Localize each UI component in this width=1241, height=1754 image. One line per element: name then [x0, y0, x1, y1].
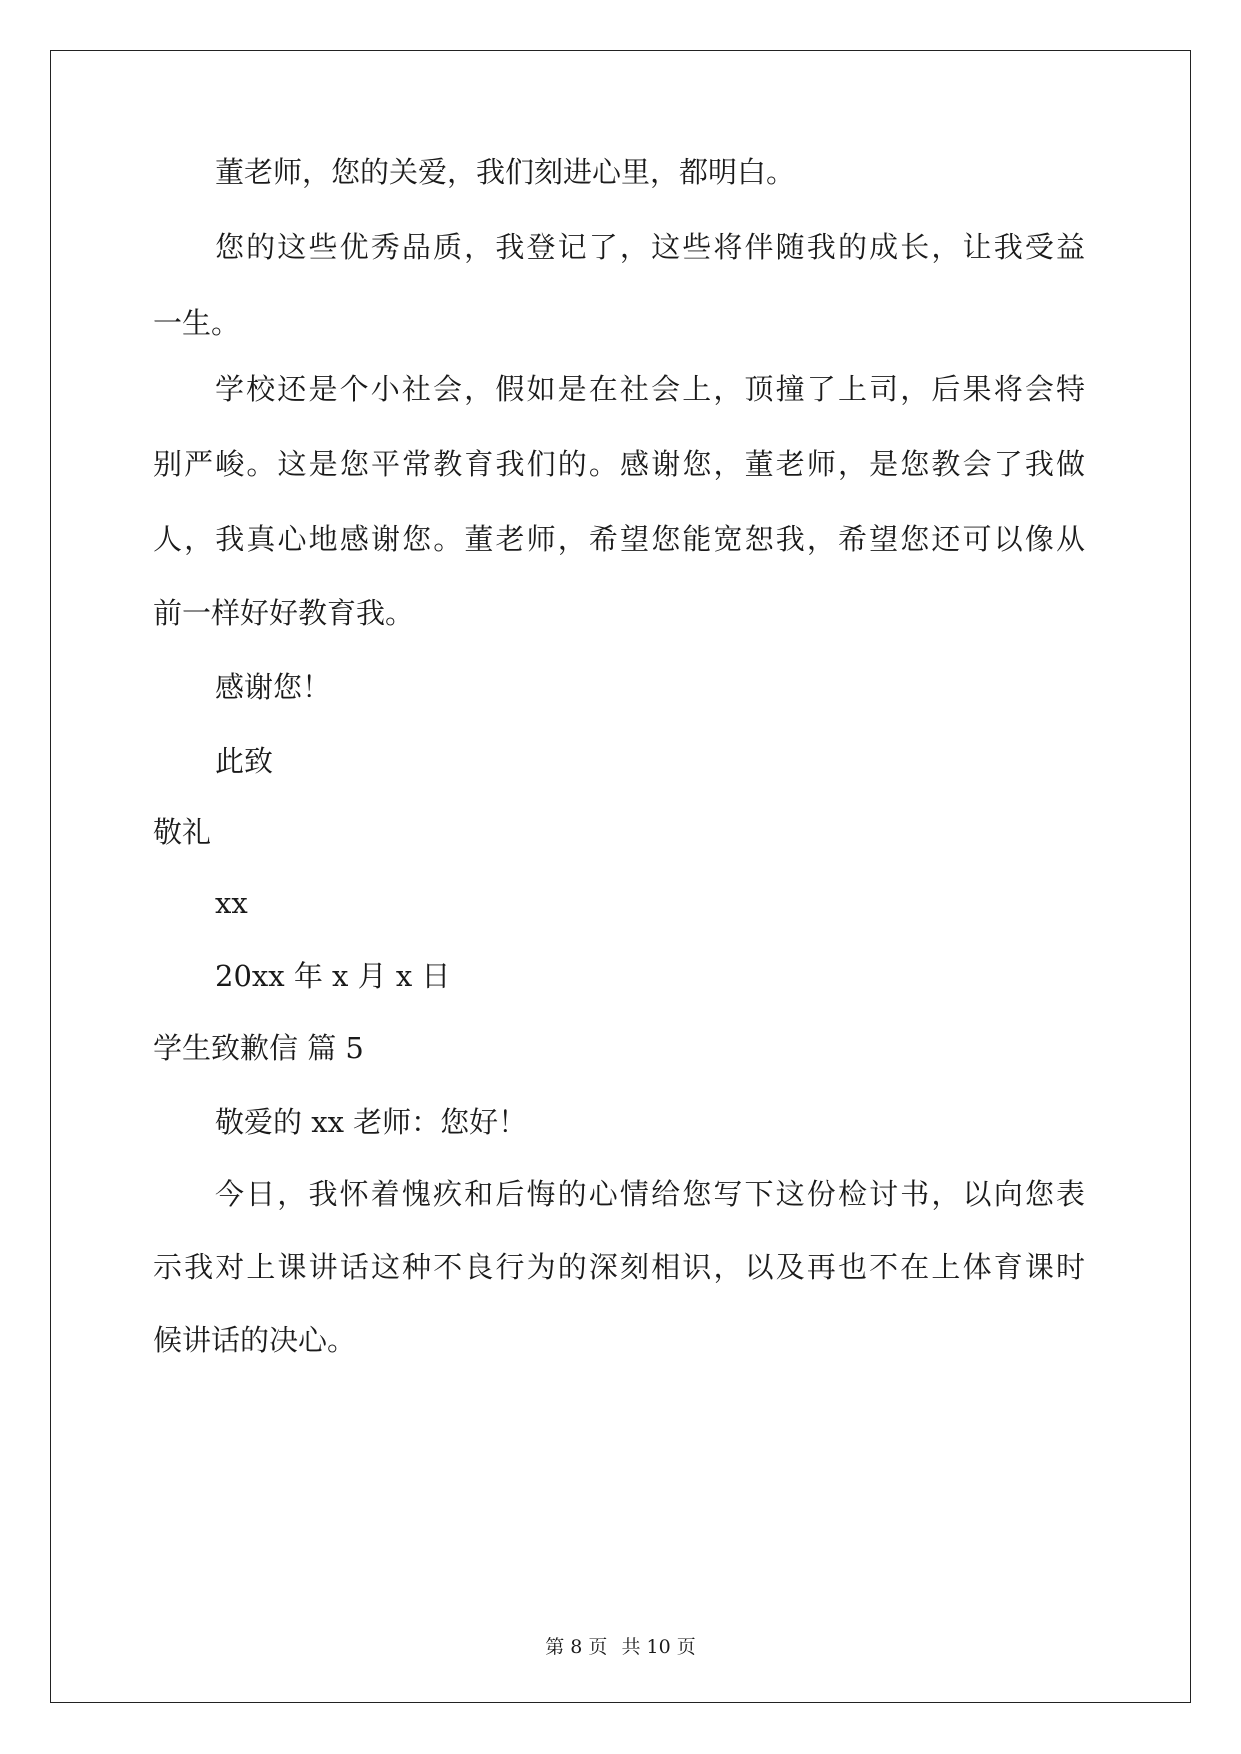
signature: xx: [215, 886, 248, 920]
greeting-line: 敬爱的 xx 老师：您好！: [215, 1105, 528, 1139]
paragraph-line: 候讲话的决心。: [153, 1323, 357, 1357]
paragraph-line: 一生。: [153, 306, 241, 340]
paragraph-line: 您的这些优秀品质，我登记了，这些将伴随我的成长，让我受益: [215, 230, 1085, 264]
paragraph-line: 董老师，您的关爱，我们刻进心里，都明白。: [215, 155, 796, 189]
paragraph-line: 别严峻。这是您平常教育我们的。感谢您，董老师，是您教会了我做: [153, 447, 1085, 481]
page-border: [50, 50, 1191, 1703]
page-number: 第 8 页: [545, 1636, 608, 1658]
paragraph-line: 示我对上课讲话这种不良行为的深刻相识，以及再也不在上体育课时: [153, 1250, 1085, 1284]
paragraph-line: 学校还是个小社会，假如是在社会上，顶撞了上司，后果将会特: [215, 372, 1085, 406]
paragraph-line: 今日，我怀着愧疚和后悔的心情给您写下这份检讨书，以向您表: [215, 1177, 1085, 1211]
date-line: 20xx 年 x 月 x 日: [215, 959, 451, 993]
section-title: 学生致歉信 篇 5: [153, 1031, 364, 1065]
closing-cizhi: 此致: [215, 744, 274, 778]
paragraph-line: 前一样好好教育我。: [153, 596, 415, 630]
paragraph-line: 人，我真心地感谢您。董老师，希望您能宽恕我，希望您还可以像从: [153, 522, 1085, 556]
page-footer: [0, 1632, 1241, 1659]
page-total: 共 10 页: [621, 1636, 696, 1658]
closing-thanks: 感谢您！: [215, 670, 332, 704]
closing-jingli: 敬礼: [153, 815, 212, 849]
